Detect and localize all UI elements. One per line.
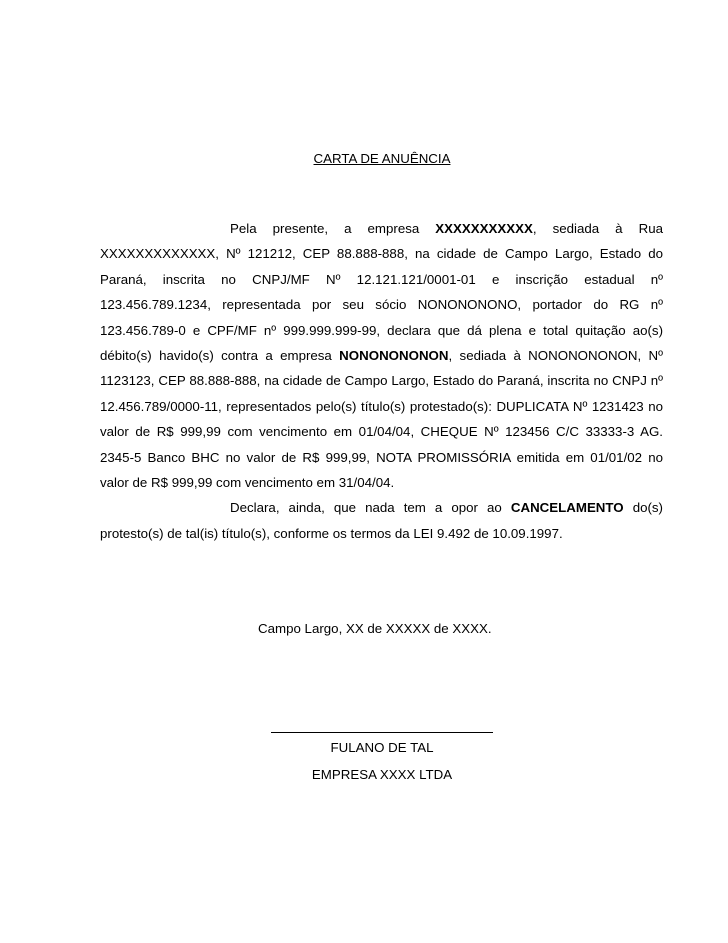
paragraph1-text-2: , sediada à Rua XXXXXXXXXXXXX, Nº 121212, CEP 88.888-888, na cidade de Campo Largo, Estado do Paraná, inscrita no CNPJ/MF Nº 12.121.121/0001-01 e inscrição estadual nº 123.456.789.1234, representada por seu sócio NONONONONO, portador do RG nº 123.456.789-0 e CPF/MF nº 999.999.999-99, declara que dá plena e total quitação ao(s) débito(s) havido(s) contra a empresa xyxy=(100,221,663,364)
paragraph2-text-2: do(s) protesto(s) de tal(is) título(s), conforme os termos da LEI 9.492 de 10.09.1997. xyxy=(100,500,663,541)
paragraph-cancellation xyxy=(100,495,663,546)
debtor-company-name: NONONONONON xyxy=(339,348,449,364)
paragraph2-text-1: Declara, ainda, que nada tem a opor ao xyxy=(230,500,511,516)
signatory-name: FULANO DE TAL xyxy=(330,740,434,755)
company-name: XXXXXXXXXXX xyxy=(435,221,533,236)
signatory-company: EMPRESA XXXX LTDA xyxy=(311,767,453,782)
paragraph1-text-1: Pela presente, a empresa xyxy=(230,221,436,236)
document-title: CARTA DE ANUÊNCIA xyxy=(313,151,451,166)
paragraph-declaration xyxy=(100,216,663,495)
place-date: Campo Largo, XX de XXXXX de XXXX. xyxy=(258,621,492,636)
paragraph1-text-3: , sediada à NONONONONON, Nº 1123123, CEP 88.888-888, na cidade de Campo Largo, Estado do Paraná, inscrita no CNPJ nº 12.456.789/0000-11, representados pelo(s) título(s) protestado(s): DUPLICATA Nº 1231423 no valor de R$ 999,99 com vencimento em 01/04/04, CHEQUE Nº 123456 C/C 33333-3 AG. 2345-5 Banco BHC no valor de R$ 999,99, NOTA PROMISSÓRIA emitida em 01/01/02 no valor de R$ 999,99 com vencimento em 31/04/04. xyxy=(100,348,663,491)
document-body xyxy=(100,216,663,546)
cancellation-keyword: CANCELAMENTO xyxy=(510,500,624,516)
signature-line xyxy=(271,732,493,733)
